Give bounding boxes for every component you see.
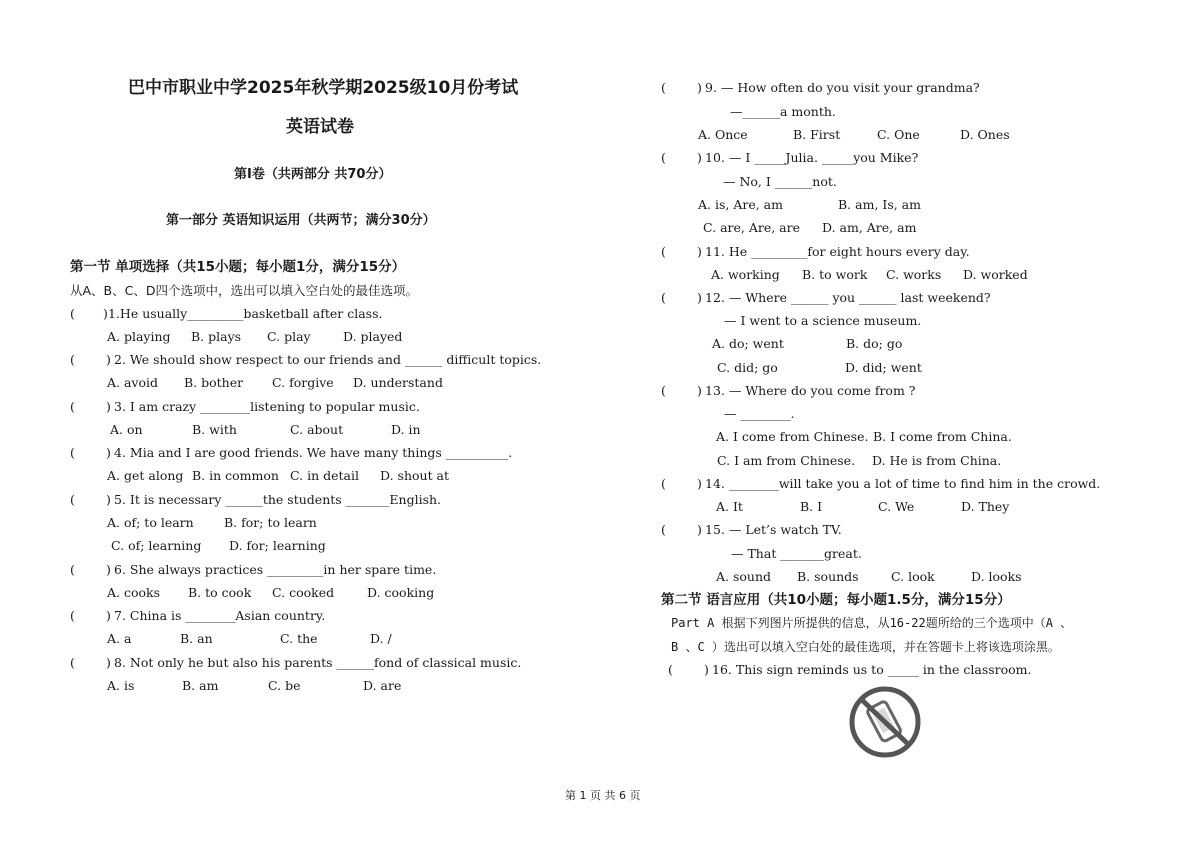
question-stem: 11. He _________for eight hours every day. [705, 244, 970, 259]
option: B. for; to learn [224, 515, 317, 530]
option: A. cooks [107, 585, 161, 600]
answer-paren-close: ) [704, 662, 709, 677]
question-stem: 7. China is ________Asian country. [114, 608, 326, 623]
answer-paren-open: ( [70, 655, 75, 670]
option: D. are [363, 678, 402, 693]
option: B. I come from China. [873, 429, 1012, 444]
question-stem: 2. We should show respect to our friends and ______ difficult topics. [114, 352, 542, 367]
option: D. They [961, 499, 1010, 514]
dialogue-reply: — I went to a science museum. [724, 313, 922, 328]
answer-paren-open: ( [661, 290, 666, 305]
option: C. the [280, 631, 318, 646]
option: B. sounds [797, 569, 859, 584]
option: B. First [793, 127, 841, 142]
option: A. playing [107, 329, 171, 344]
option: B. I [800, 499, 823, 514]
answer-paren-close: ) [106, 655, 111, 670]
answer-paren-close: ) [697, 383, 702, 398]
question-stem: 14. ________will take you a lot of time to find him in the crowd. [705, 476, 1101, 491]
part-one-heading: 第一部分 英语知识运用（共两节；满分30分） [166, 213, 436, 228]
answer-paren-close: ) [106, 608, 111, 623]
option: B. with [192, 422, 237, 437]
option: C. One [877, 127, 920, 142]
option: C. look [891, 569, 935, 584]
answer-paren-open: ( [70, 445, 75, 460]
option: D. / [370, 631, 392, 646]
option: B. do; go [846, 336, 903, 351]
exam-subtitle: 英语试卷 [286, 117, 354, 137]
question-stem: 4. Mia and I are good friends. We have many things __________. [114, 445, 513, 460]
option: A. get along [107, 468, 184, 483]
question-stem: 8. Not only he but also his parents ______fond of classical music. [114, 655, 522, 670]
option: C. be [268, 678, 301, 693]
section-one-instruction: 从A、B、C、D四个选项中，选出可以填入空白处的最佳选项。 [70, 283, 418, 298]
option: A. of; to learn [107, 515, 194, 530]
option: B. plays [191, 329, 242, 344]
question-stem: 9. — How often do you visit your grandma? [705, 80, 980, 95]
option: D. Ones [960, 127, 1010, 142]
option: C. works [886, 267, 942, 282]
option: C. cooked [272, 585, 335, 600]
dialogue-reply: — No, I ______not. [723, 174, 837, 189]
dialogue-reply: — ________. [724, 406, 795, 421]
page-footer: 第 1 页 共 6 页 [565, 789, 641, 802]
option: A. is, Are, am [698, 197, 783, 212]
option: A. I come from Chinese. [716, 429, 869, 444]
answer-paren-close: ) [106, 492, 111, 507]
option: A. sound [716, 569, 772, 584]
answer-paren-close: ) [697, 522, 702, 537]
question-stem: 1.He usually_________basketball after class. [108, 306, 383, 321]
option: A. Once [698, 127, 748, 142]
option: A. do; went [712, 336, 784, 351]
answer-paren-open: ( [70, 562, 75, 577]
answer-paren-open: ( [661, 476, 666, 491]
answer-paren-open: ( [70, 608, 75, 623]
option: D. looks [971, 569, 1022, 584]
option: D. played [343, 329, 403, 344]
option: A. avoid [107, 375, 159, 390]
option: C. I am from Chinese. [717, 453, 856, 468]
answer-paren-open: ( [70, 306, 75, 321]
option: A. a [107, 631, 132, 646]
question-stem: 3. I am crazy ________listening to popular music. [114, 399, 420, 414]
answer-paren-open: ( [70, 399, 75, 414]
option: C. forgive [272, 375, 334, 390]
answer-paren-close: ) [106, 562, 111, 577]
answer-paren-close: ) [103, 306, 108, 321]
option: D. in [391, 422, 421, 437]
option: D. worked [963, 267, 1028, 282]
answer-paren-open: ( [661, 80, 666, 95]
option: C. We [878, 499, 915, 514]
answer-paren-open: ( [70, 352, 75, 367]
question-stem: 6. She always practices _________in her spare time. [114, 562, 437, 577]
no-phone-icon [844, 686, 926, 758]
question-stem: 16. This sign reminds us to _____ in the classroom. [712, 662, 1032, 677]
option: C. play [267, 329, 311, 344]
question-stem: 15. — Let’s watch TV. [705, 522, 842, 537]
option: C. did; go [717, 360, 778, 375]
option: B. an [180, 631, 213, 646]
answer-paren-close: ) [106, 399, 111, 414]
part-a-instruction-line2: B 、C ）选出可以填入空白处的最佳选项，并在答题卡上将该选项涂黑。 [671, 640, 1060, 654]
dialogue-reply: — That _______great. [731, 546, 862, 561]
answer-paren-close: ) [697, 150, 702, 165]
answer-paren-close: ) [697, 80, 702, 95]
answer-paren-open: ( [661, 522, 666, 537]
option: D. did; went [845, 360, 922, 375]
option: C. in detail [290, 468, 359, 483]
answer-paren-close: ) [697, 244, 702, 259]
option: A. working [711, 267, 780, 282]
option: B. am, Is, am [838, 197, 921, 212]
option: D. for; learning [229, 538, 326, 553]
option: B. to work [802, 267, 868, 282]
part-a-instruction-line1: Part A 根据下列图片所提供的信息，从16-22题所给的三个选项中（A 、 [671, 616, 1073, 630]
section-two-heading: 第二节 语言应用（共10小题；每小题1.5分，满分15分） [661, 592, 1011, 608]
option: D. He is from China. [872, 453, 1002, 468]
answer-paren-open: ( [70, 492, 75, 507]
option: D. understand [353, 375, 443, 390]
option: B. bother [184, 375, 244, 390]
answer-paren-close: ) [697, 290, 702, 305]
dialogue-reply: —______a month. [730, 104, 836, 119]
question-stem: 10. — I _____Julia. _____you Mike? [705, 150, 919, 165]
option: D. shout at [380, 468, 450, 483]
volume-heading: 第I卷（共两部分 共70分） [234, 167, 392, 182]
option: C. about [290, 422, 344, 437]
exam-title: 巴中市职业中学2025年秋学期2025级10月份考试 [128, 78, 519, 98]
question-stem: 12. — Where ______ you ______ last weekend? [705, 290, 991, 305]
option: D. cooking [367, 585, 435, 600]
answer-paren-close: ) [697, 476, 702, 491]
question-stem: 5. It is necessary ______the students _______English. [114, 492, 442, 507]
answer-paren-open: ( [661, 150, 666, 165]
option: C. of; learning [111, 538, 202, 553]
option: B. to cook [188, 585, 252, 600]
answer-paren-open: ( [668, 662, 673, 677]
option: B. in common [192, 468, 279, 483]
answer-paren-open: ( [661, 244, 666, 259]
answer-paren-close: ) [106, 352, 111, 367]
question-stem: 13. — Where do you come from ? [705, 383, 916, 398]
option: C. are, Are, are [703, 220, 801, 235]
section-one-heading: 第一节 单项选择（共15小题；每小题1分，满分15分） [70, 259, 406, 275]
option: A. on [110, 422, 143, 437]
answer-paren-open: ( [661, 383, 666, 398]
option: A. It [716, 499, 743, 514]
option: A. is [107, 678, 135, 693]
option: D. am, Are, am [822, 220, 917, 235]
answer-paren-close: ) [106, 445, 111, 460]
option: B. am [182, 678, 219, 693]
